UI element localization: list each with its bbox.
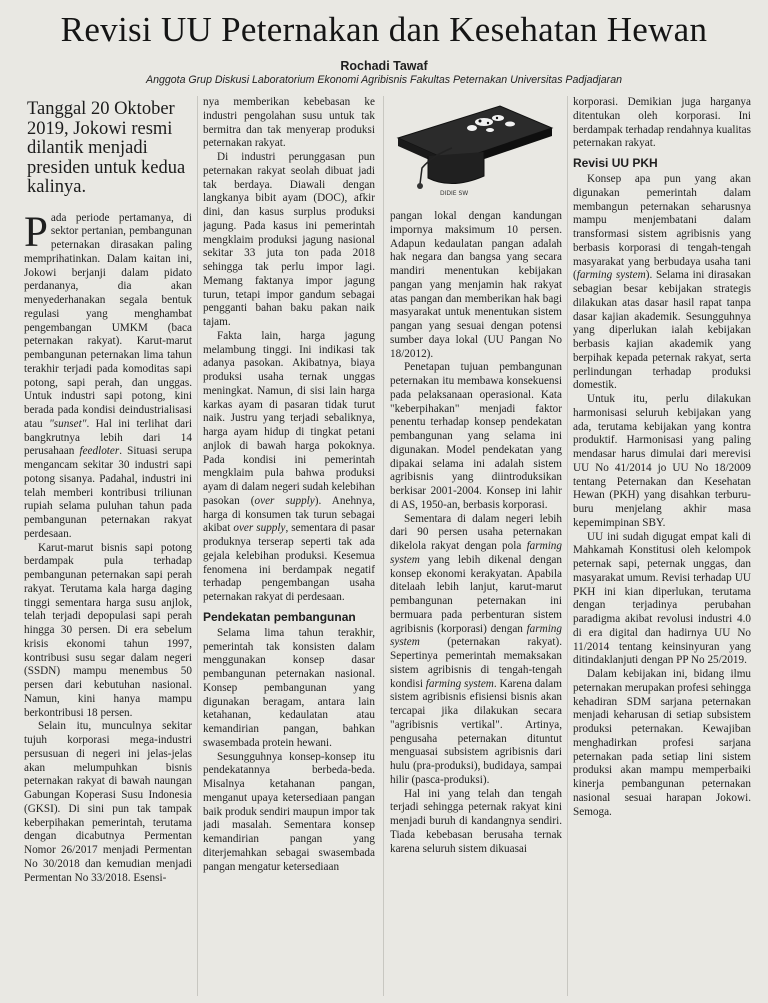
paragraph: Konsep apa pun yang akan digunakan pemerintah dalam membangun peternakan seharusnya mampu menjembatani dalam transformasi sistem agribisnis yang berbasis korporasi di tengah-tengah masyarakat yang berbudaya usaha tani (farming system). Selama ini dirasakan sebagian besar kebijakan strategis dilakukan atas dasar hasil rapat tanpa dasar kajian akademik. Sesungguhnya yang diperlukan ialah kebijakan berbasis kajian akademik yang berpihak kepada peternak rakyat, serta perlindungan terhadap produksi domestik. bbox=[573, 173, 751, 392]
paragraph: Karut-marut bisnis sapi potong berdampak pula terhadap pembangunan peternakan sapi perah rakyat. Terutama kala harga daging tinggi sementara harga susu anjlok, telah terjadi depopulasi sapi perah hingga 30 persen. Di era sebelum krisis ekonomi tahun 1997, kontribusi susu segar dalam negeri (SSDN) mampu menembus 50 persen dari kebutuhan nasional. Namun, kini hanya mampu berkontribusi 18 persen. bbox=[24, 541, 192, 719]
paragraph: Untuk itu, perlu dilakukan harmonisasi seluruh kebijakan yang ada, terutama kebijakan yang kontra produktif. Harmonisasi yang paling mendasar harus dimulai dari merevisi UU No 41/2014 jo UU No 18/2009 tentang Peternakan dan Kesehatan Hewan (PKH) yang disahkan terburu-buru menjelang akhir masa kepemimpinan SBY. bbox=[573, 393, 751, 529]
author-affiliation: Anggota Grup Diskusi Laboratorium Ekonomi Agribisnis Fakultas Peternakan Universitas Padjadjaran bbox=[146, 74, 622, 86]
drop-cap: P bbox=[24, 208, 48, 256]
paragraph: Fakta lain, harga jagung melambung tinggi. Ini indikasi tak adanya pasokan. Akibatnya, biaya produksi usaha ternak unggas meningkat. Namun, di sisi lain harga karkas ayam di pasaran tidak turut naik. Justru yang terjadi sebaliknya, harga ayam hidup di tingkat petani anjlok di bawah harga pokoknya. Pada kondisi ini pemerintah mengklaim pula bahwa produksi ayam di dalam negeri sudah kelebihan pasokan (over supply). Anehnya, harga di konsumen tak turun sebagai akibat over supply, sementara di pasar produknya terserap seperti tak ada gejala kelebihan produksi. Kesemua fenomena ini berdampak negatif terhadap pengembangan usaha peternakan rakyat di perdesaan. bbox=[203, 329, 375, 603]
author-name: Rochadi Tawaf bbox=[340, 59, 428, 73]
paragraph: Sesungguhnya konsep-konsep itu pendekatannya berbeda-beda. Misalnya ketahanan pangan, menganut upaya ketersediaan pangan baik produk sendiri maupun impor tak jadi masalah. Sementara konsep kemandirian pangan yang diterjemahkan sebagai swasembada pangan mengatur ketersediaan bbox=[203, 750, 375, 873]
paragraph: Hal ini yang telah dan tengah terjadi sehingga peternak rakyat kini menjadi buruh di kandangnya sendiri. Tiada kebebasan berusaha ternak karena seluruh sistem dikuasai bbox=[390, 787, 562, 855]
paragraph: Di industri perunggasan pun peternakan rakyat seolah dibuat jadi tak berdaya. Diawali dengan langkanya bibit ayam (DOC), afkir dini, dan kasus surplus produksi jagung. Pada kasus ini pemerintah mengklaim produksi jagung nasional sekitar 33 juta ton pada 2018 sehingga tak perlu impor lagi. Memang faktanya impor jagung turun, tetapi impor gandum sebagai pengganti bahan baku pakan naik tajam. bbox=[203, 151, 375, 328]
article-column-2 bbox=[203, 96, 375, 998]
paragraph: pangan lokal dengan kandungan impornya maksimum 10 persen. Adapun kedaulatan pangan adalah hak negara dan bangsa yang secara mandiri menentukan kebijakan pangan yang menjamin hak rakyat atas pangan dan memberikan hak bagi masyarakat untuk menentukan sistem pangan yang sesuai dengan potensi sumber daya lokal (UU Pangan No 18/2012). bbox=[390, 210, 562, 360]
column-divider bbox=[567, 96, 568, 996]
column-divider bbox=[197, 96, 198, 996]
section-heading: Revisi UU PKH bbox=[573, 156, 658, 170]
article-column-3 bbox=[390, 96, 562, 998]
paragraph: Pada periode pertamanya, di sektor pertanian, pembangunan peternakan dirasakan paling memprihatinkan. Dalam kaitan ini, Jokowi berjanji dalam pidato perdananya, dia akan menyederhanakan segala bentuk regulasi yang menghambat pengembangan UMKM (baca peternakan rakyat). Karut-marut pembangunan peternakan lima tahun terakhir terjadi pada komoditas sapi potong, sapi perah, dan unggas. Untuk industri sapi potong, kini berada pada kondisi deindustrialisasi atau "sunset". Hal ini terlihat dari bangkrutnya lebih dari 14 perusahaan feedloter. Situasi serupa mengancam sekitar 30 industri sapi potong sisanya. Padahal, industri ini telah memberi kontribusi triliunan rupiah selama puluhan tahun pada pembangunan peternakan rakyat perdesaan. bbox=[24, 208, 192, 540]
column-divider bbox=[383, 96, 384, 996]
paragraph: Sementara di dalam negeri lebih dari 90 persen usaha peternakan dikelola rakyat dengan pola farming system yang lebih dikenal dengan konsep ekonomi kerakyatan. Apabila ditelaah lebih lanjut, karut-marut pembangunan peternakan ini bermuara pada perbenturan sistem agribisnis (korporasi) dengan farming system (peternakan rakyat). Sepertinya pemerintah memaksakan sistem agribisnis di tengah-tengah kondisi farming system. Karena dalam sistem agribisnis efisiensi bisnis akan tercapai jika dilakukan secara "agribisnis vertikal". Artinya, pengusaha peternakan dituntut menguasai subsistem agribisnis dari hulu (pra-produksi), budidaya, sampai hilir (pasca-produksi). bbox=[390, 512, 562, 786]
paragraph: Penetapan tujuan pembangunan peternakan itu membawa konsekuensi pada pelaksanaan operasional. Kata "keberpihakan" menjadi faktor penentu terhadap konsep pendekatan pembangunan yang selama ini digunakan. Model pendekatan yang dipakai selama ini adalah sistem agribisnis yang diintroduksikan berkisar 2001-2004. Konsep ini lahir di AS, 1950-an, berbasis korporasi. bbox=[390, 361, 562, 511]
paragraph: Dalam kebijakan ini, bidang ilmu peternakan merupakan profesi sehingga kehadiran SDM sarjana peternakan menjadi keharusan di setiap subsistem produksi peternakan. Kewajiban menghadirkan profesi sarjana peternakan pada setiap lini sistem produksi akan mampu memperbaiki kinerja pembangunan peternakan nasional sesuai harapan Jokowi. Semoga. bbox=[573, 668, 751, 818]
section-heading: Pendekatan pembangunan bbox=[203, 609, 356, 624]
paragraph: korporasi. Demikian juga harganya ditentukan oleh korporasi. Ini berdampak terhadap rendahnya kualitas peternakan rakyat. bbox=[573, 96, 751, 150]
pull-quote: Tanggal 20 Oktober 2019, Jokowi resmi dilantik menjadi presiden untuk kedua kalinya. bbox=[27, 99, 186, 197]
paragraph: Selain itu, munculnya sekitar tujuh korporasi mega-industri persusuan di negeri ini jelas-jelas akan melumpuhkan bisnis peternakan rakyat di bawah naungan Gabungan Koperasi Susu Indonesia (GKSI). Di sini pun tak tampak keberpihakan pemerintah, terutama dengan dicabutnya Permentan Nomor 26/2017 menjadi Permentan No 30/2018 dan kemudian menjadi Permentan No 33/2018. Esensi- bbox=[24, 720, 192, 884]
illustrator-signature: DIDIE SW bbox=[440, 190, 469, 197]
paragraph: Selama lima tahun terakhir, pemerintah tak konsisten dalam menggunakan konsep dasar pembangunan peternakan nasional. Konsep pembangunan yang digunakan beragam, antara lain ketahanan, kedaulatan atau kemandirian pangan, bahkan swasembada protein hewani. bbox=[203, 626, 375, 749]
article-column-1 bbox=[24, 96, 192, 998]
paragraph: UU ini sudah digugat empat kali di Mahkamah Konstitusi oleh kelompok peternak sapi, peternak unggas, dan masyarakat umum. Revisi terhadap UU PKH ini kian diperlukan, terutama dengan terjadinya perubahan paradigma akibat revolusi industri 4.0 di era digital dan hadirnya UU No 11/2014 tentang keinsinyuran yang ditindaklanjuti dengan PP No 25/2019. bbox=[573, 530, 751, 667]
article-headline: Revisi UU Peternakan dan Kesehatan Hewan bbox=[60, 10, 708, 49]
paragraph: nya memberikan kebebasan ke industri pengolahan susu untuk tak bermitra dan tak menyerap produksi peternakan rakyat. bbox=[203, 96, 375, 150]
article-column-4 bbox=[573, 96, 751, 998]
